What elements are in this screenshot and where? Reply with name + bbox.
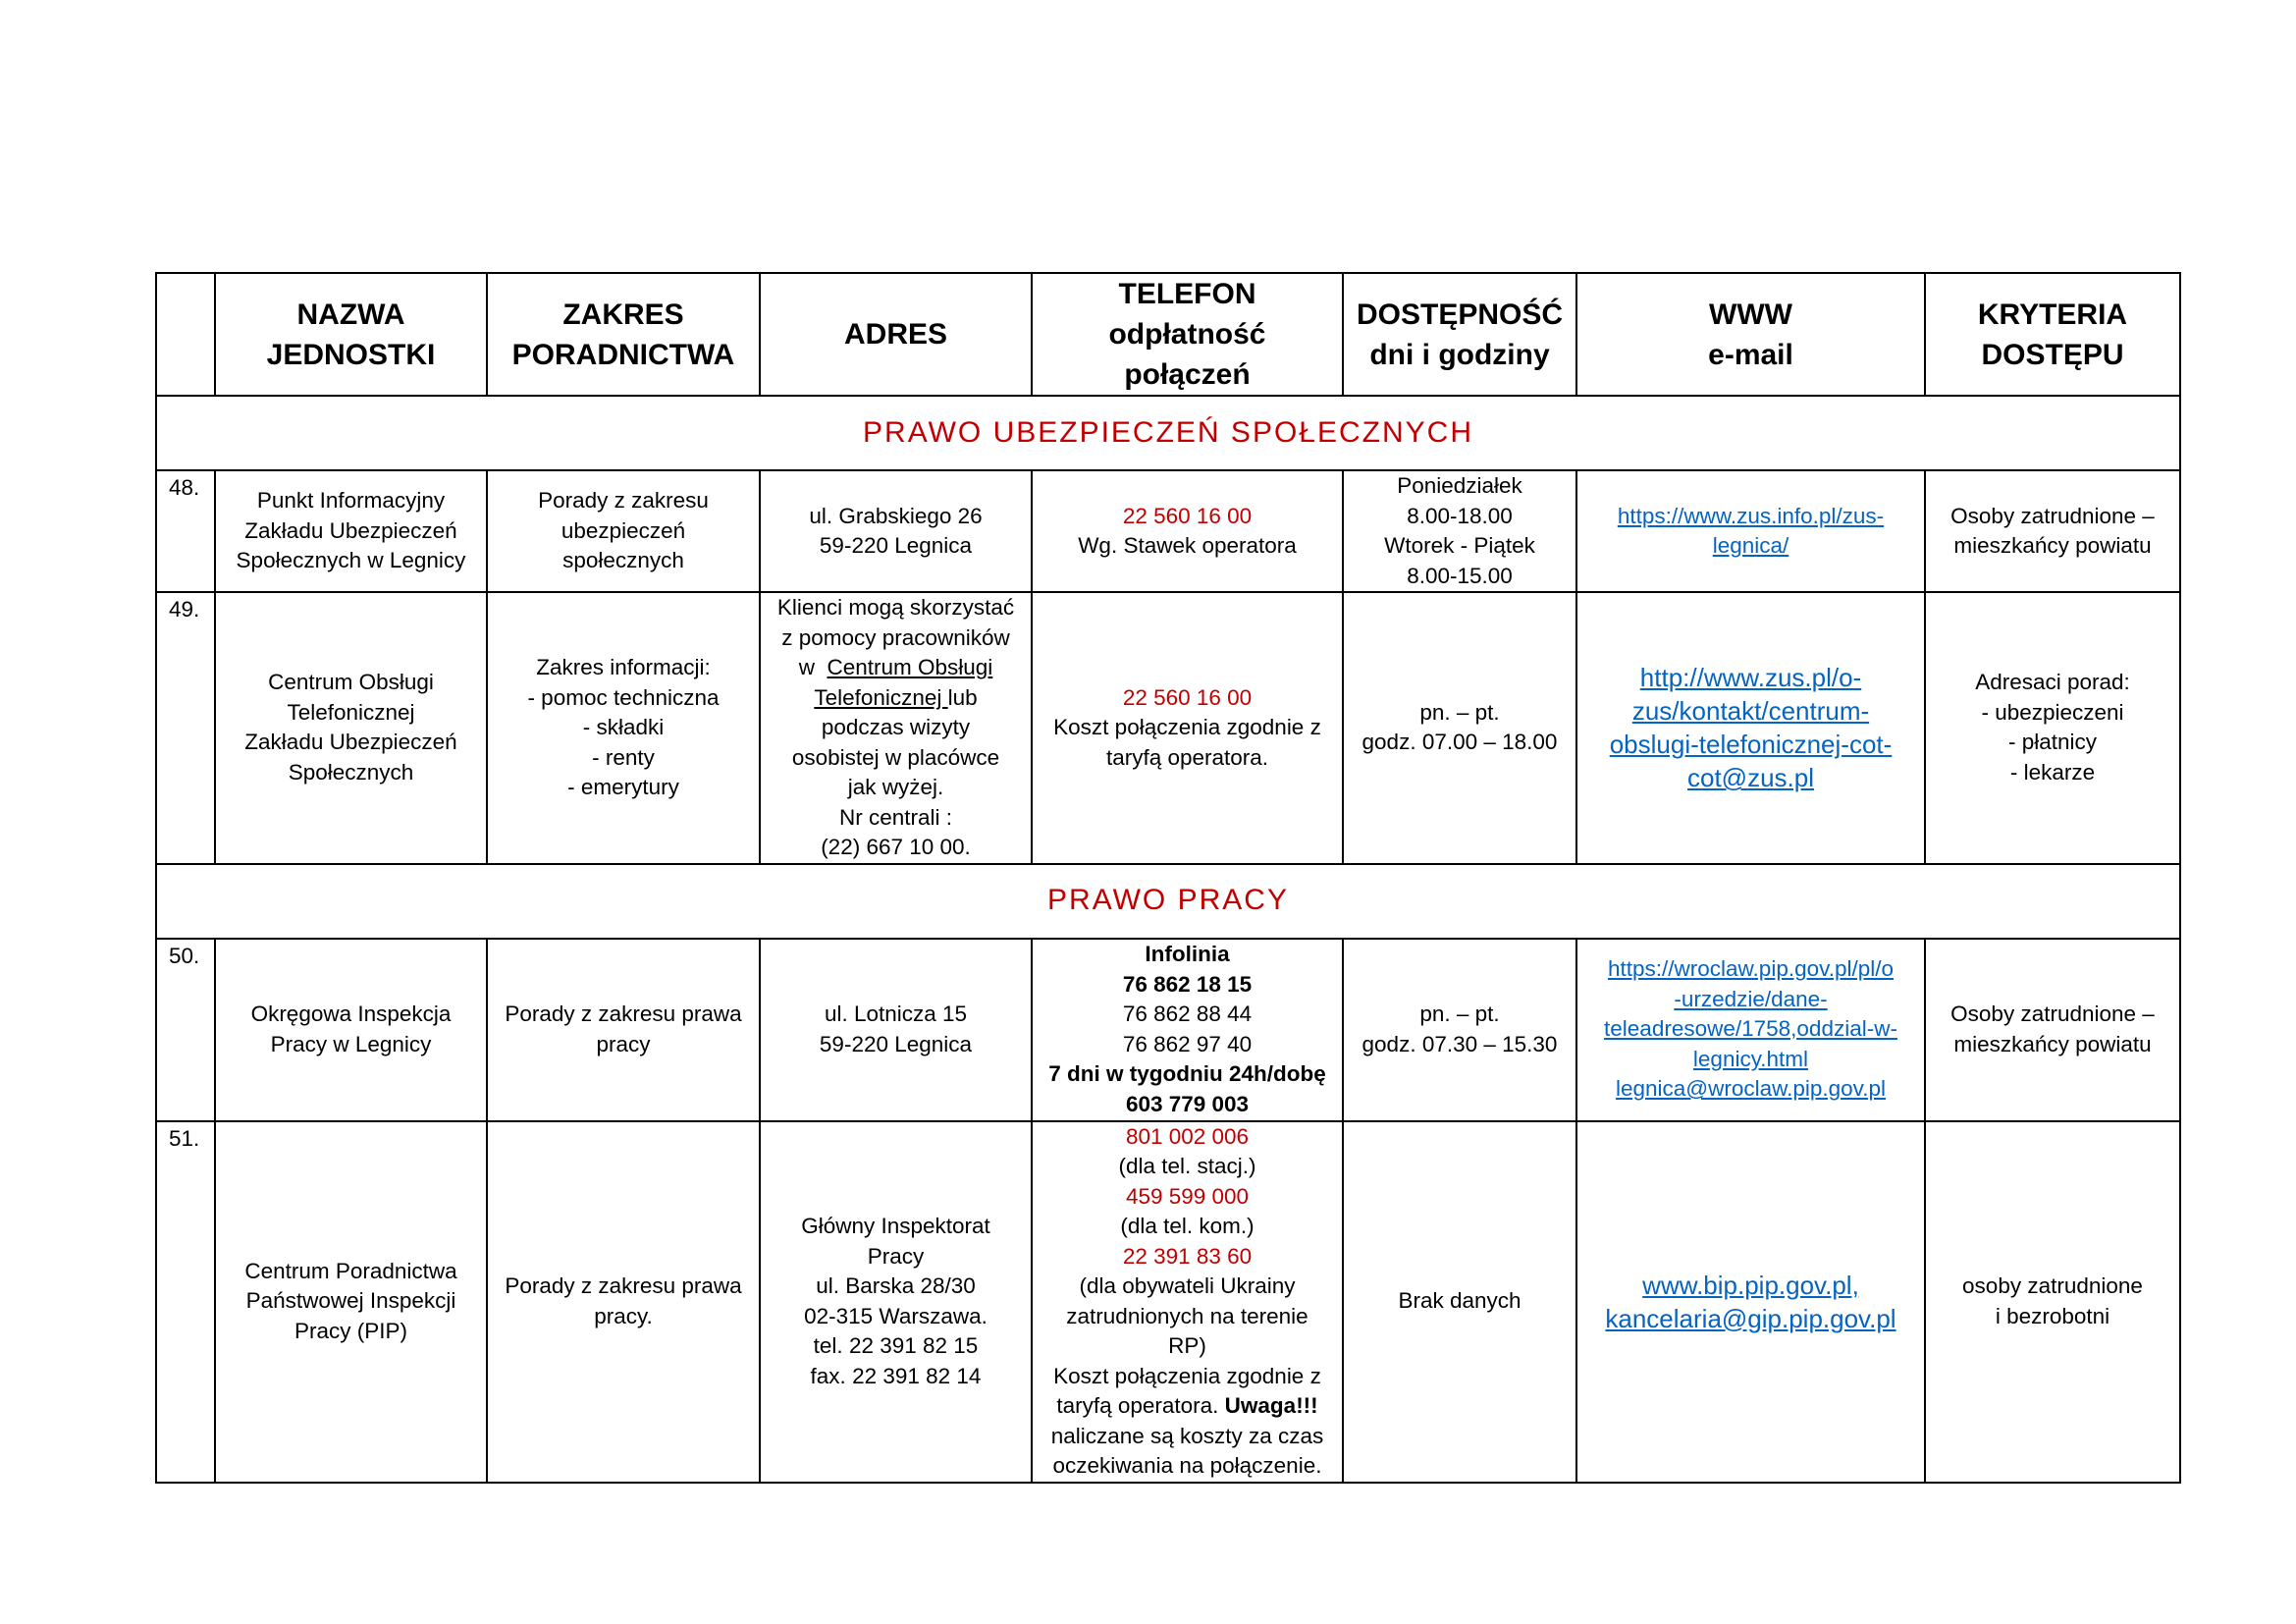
cell-zakres: Porady z zakresu ubezpieczeń społecznych [487, 470, 760, 592]
cell-www [1576, 592, 1925, 864]
cell-dostepnosc: Brak danych [1343, 1121, 1576, 1483]
header-dostepnosc: DOSTĘPNOŚĆ dni i godziny [1343, 273, 1576, 396]
section-title-ubezpieczenia: PRAWO UBEZPIECZEŃ SPOŁECZNYCH [156, 396, 2180, 470]
header-num [156, 273, 215, 396]
cell-adres: Klienci mogą skorzystać z pomocy pracowników w Centrum Obsługi Telefonicznej lub podczas wizyty osobistej w placówce jak wyżej. Nr centrali : (22) 667 10 00. [760, 592, 1032, 864]
header-telefon: TELEFON odpłatność połączeń [1032, 273, 1343, 396]
phone-number: 22 560 16 00 [1122, 503, 1253, 528]
cell-kryteria: Adresaci porad: - ubezpieczeni - płatnicy - lekarze [1925, 592, 2180, 864]
cell-nazwa: Centrum Obsługi Telefonicznej Zakładu Ubezpieczeń Społecznych [215, 592, 487, 864]
cell-kryteria: Osoby zatrudnione – mieszkańcy powiatu [1925, 939, 2180, 1121]
cell-dostepnosc: pn. – pt. godz. 07.30 – 15.30 [1343, 939, 1576, 1121]
table-row-50 [156, 939, 2180, 1121]
cell-adres: ul. Lotnicza 15 59-220 Legnica [760, 939, 1032, 1121]
row-number: 49. [156, 592, 215, 864]
phone-number: 801 002 006 [1125, 1123, 1250, 1149]
phone-number: 22 560 16 00 [1122, 684, 1253, 710]
bip-pip-link[interactable]: www.bip.pip.gov.pl, [1642, 1270, 1859, 1300]
cell-dostepnosc: Poniedziałek 8.00-18.00 Wtorek - Piątek 8.00-15.00 [1343, 470, 1576, 592]
cell-kryteria: Osoby zatrudnione – mieszkańcy powiatu [1925, 470, 2180, 592]
section-row-praca [156, 864, 2180, 939]
cell-nazwa: Okręgowa Inspekcja Pracy w Legnicy [215, 939, 487, 1121]
services-table [155, 272, 2181, 1484]
zus-legnica-link[interactable]: https://www.zus.info.pl/zus- legnica/ [1617, 503, 1885, 558]
cell-nazwa: Punkt Informacyjny Zakładu Ubezpieczeń Społecznych w Legnicy [215, 470, 487, 592]
header-row [156, 273, 2180, 396]
cell-telefon: 801 002 006 (dla tel. stacj.) 459 599 000 (dla tel. kom.) 22 391 83 60 (dla obywateli Ukrainy zatrudnionych na terenie RP) Koszt połączenia zgodnie z taryfą operatora. Uwaga!!! naliczane są koszty za czas oczekiwania na połączenie. [1032, 1121, 1343, 1483]
header-kryteria: KRYTERIA DOSTĘPU [1925, 273, 2180, 396]
phone-number: 459 599 000 [1125, 1183, 1250, 1209]
cell-zakres: Zakres informacji: - pomoc techniczna - składki - renty - emerytury [487, 592, 760, 864]
phone-number: 22 391 83 60 [1122, 1243, 1253, 1269]
row-number: 51. [156, 1121, 215, 1483]
section-row-ubezpieczenia [156, 396, 2180, 470]
cell-adres: ul. Grabskiego 26 59-220 Legnica [760, 470, 1032, 592]
cell-www [1576, 1121, 1925, 1483]
cell-dostepnosc: pn. – pt. godz. 07.00 – 18.00 [1343, 592, 1576, 864]
section-title-praca: PRAWO PRACY [156, 864, 2180, 939]
cell-www [1576, 939, 1925, 1121]
zus-cot-link[interactable]: http://www.zus.pl/o- zus/kontakt/centrum- obslugi-telefonicznej-cot- cot@zus.pl [1609, 663, 1893, 793]
cell-nazwa: Centrum Poradnictwa Państwowej Inspekcji Pracy (PIP) [215, 1121, 487, 1483]
table-row-49 [156, 592, 2180, 864]
row-number: 48. [156, 470, 215, 592]
table-row-48 [156, 470, 2180, 592]
cell-telefon: 22 560 16 00 Koszt połączenia zgodnie z taryfą operatora. [1032, 592, 1343, 864]
cell-www [1576, 470, 1925, 592]
gip-kancelaria-email[interactable]: kancelaria@gip.pip.gov.pl [1605, 1303, 1896, 1333]
phone-number: 76 862 18 15 [1122, 971, 1253, 997]
cell-telefon: 22 560 16 00 Wg. Stawek operatora [1032, 470, 1343, 592]
pip-legnica-email[interactable]: legnica@wroclaw.pip.gov.pl [1615, 1076, 1887, 1102]
header-nazwa: NAZWA JEDNOSTKI [215, 273, 487, 396]
pip-wroclaw-link[interactable]: https://wroclaw.pip.gov.pl/pl/o -urzedzie/dane- teleadresowe/1758,oddzial-w- legnicy.html [1604, 956, 1897, 1071]
header-adres: ADRES [760, 273, 1032, 396]
header-zakres: ZAKRES PORADNICTWA [487, 273, 760, 396]
table-row-51 [156, 1121, 2180, 1483]
cell-telefon: Infolinia 76 862 18 15 76 862 88 44 76 862 97 40 7 dni w tygodniu 24h/dobę 603 779 003 [1032, 939, 1343, 1121]
cell-zakres: Porady z zakresu prawa pracy. [487, 1121, 760, 1483]
warning-text: Uwaga!!! [1224, 1393, 1318, 1418]
cell-adres: Główny Inspektorat Pracy ul. Barska 28/30 02-315 Warszawa. tel. 22 391 82 15 fax. 22 391 82 14 [760, 1121, 1032, 1483]
row-number: 50. [156, 939, 215, 1121]
cell-kryteria: osoby zatrudnione i bezrobotni [1925, 1121, 2180, 1483]
header-www: WWW e-mail [1576, 273, 1925, 396]
cell-zakres: Porady z zakresu prawa pracy [487, 939, 760, 1121]
